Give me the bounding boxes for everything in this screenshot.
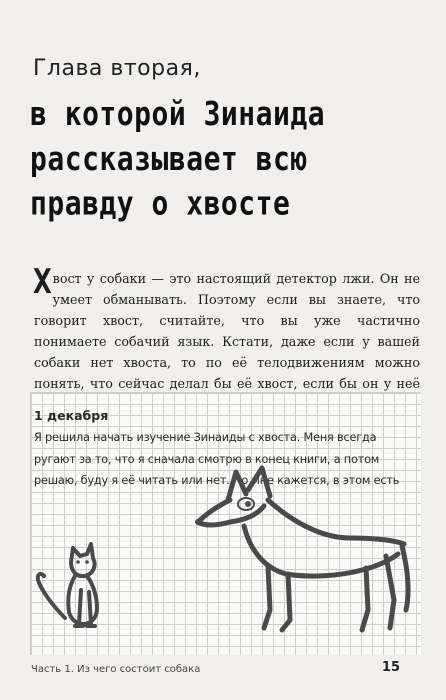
footer-section: Часть 1. Из чего состоит собака	[31, 664, 201, 675]
diary-line-2: ругают за то, что я сначала смотрю в конец книги, а потом	[34, 452, 380, 466]
intro-text: вост у собаки — это настоящий детектор лжи. Он не умеет обманывать. Поэтому если вы знаете, что говорит хвост, считайте, что вы уже частично понимаете собачий язык. Кстати, даже если у вашей собаки нет хвоста, то по её телодвижениям можно понять, что сейчас делал бы её хвост, если бы он у неё	[34, 271, 420, 391]
chapter-title-line-2: рассказывает всю	[30, 139, 308, 179]
diary-line-1: Я решила начать изучение Зинаиды с хвоста. Меня всегда	[34, 431, 377, 444]
chapter-label: Глава вторая,	[33, 56, 201, 81]
chapter-title-line-1: в которой Зинаида	[30, 94, 326, 134]
chapter-title	[30, 92, 430, 227]
chapter-title-line-3: правду о хвосте	[30, 184, 291, 223]
cat-drawing	[35, 540, 115, 632]
drop-cap: Х	[33, 262, 52, 302]
dog-drawing	[190, 460, 420, 650]
page-number: 15	[381, 660, 400, 675]
diary-line-3: решаю, буду я её читать или нет. Но мне кажется, в этом есть	[34, 474, 400, 487]
diary-date: 1 декабря	[34, 408, 109, 423]
